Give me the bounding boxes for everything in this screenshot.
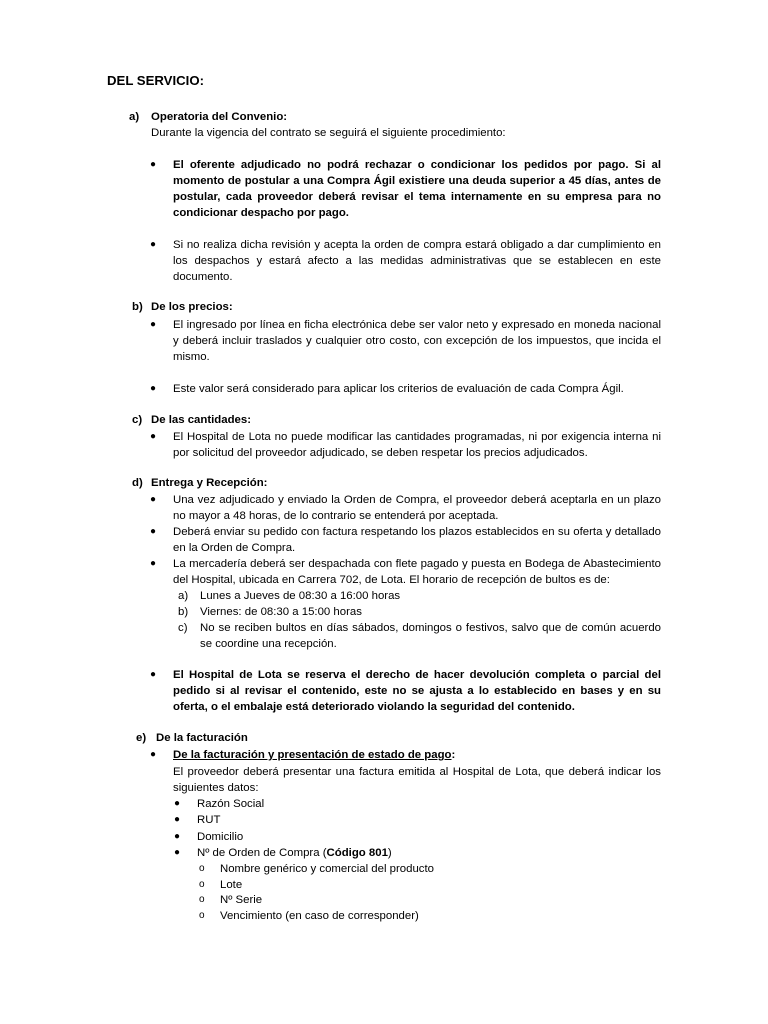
bullet-icon: ● <box>150 159 157 170</box>
section-b-heading: De los precios: <box>151 301 233 313</box>
bullet-icon: ● <box>174 798 181 809</box>
schedule-marker-c: c) <box>178 622 188 634</box>
section-d-bullet-3: La mercadería deberá ser despachada con flete pagado y puesta en Bodega de Abastecimiento del Hospital, ubicada en Carrera 702, de Lota. El horario de recepción de bultos es de: <box>173 558 661 586</box>
product-subitem-4: Vencimiento (en caso de corresponder) <box>220 910 419 922</box>
bullet-icon: ● <box>174 847 181 858</box>
invoice-item-rut: RUT <box>197 814 221 826</box>
bullet-icon: ● <box>150 431 157 442</box>
product-subitem-1: Nombre genérico y comercial del producto <box>220 863 434 875</box>
section-e-subheading-text: De la facturación y presentación de estado de pago <box>173 749 452 761</box>
circle-bullet-icon: o <box>199 879 205 890</box>
order-item-code: Código 801 <box>326 847 388 859</box>
section-b-marker: b) <box>132 301 143 313</box>
bullet-icon: ● <box>150 558 157 569</box>
section-a-intro: Durante la vigencia del contrato se seguirá el siguiente procedimiento: <box>151 127 506 139</box>
schedule-marker-a: a) <box>178 590 189 602</box>
bullet-icon: ● <box>150 494 157 505</box>
section-d-bullet-1: Una vez adjudicado y enviado la Orden de Compra, el proveedor deberá aceptarla en un plazo no mayor a 48 horas, de lo contrario se entenderá por aceptada. <box>173 494 661 522</box>
order-item-prefix: Nº de Orden de Compra ( <box>197 847 327 859</box>
section-c-marker: c) <box>132 414 143 426</box>
bullet-icon: ● <box>150 526 157 537</box>
schedule-marker-b: b) <box>178 606 189 618</box>
section-a-bullet-1: El oferente adjudicado no podrá rechazar o condicionar los pedidos por pago. Si al momento de postular a una Compra Ágil existiere una deuda superior a 45 días, antes de postular, cada proveedor deberá revisar el tema internamente en su empresa para no condicionar despacho por pago. <box>173 159 661 219</box>
section-e-marker: e) <box>136 732 147 744</box>
section-d-bullet-4: El Hospital de Lota se reserva el derecho de hacer devolución completa o parcial del pedido si al revisar el contenido, este no se ajusta a lo establecido en bases y en su oferta, o el embalaje está deteriorado violando la seguridad del contenido. <box>173 669 661 713</box>
invoice-item-domicilio: Domicilio <box>197 831 244 843</box>
section-b-bullet-1: El ingresado por línea en ficha electrónica debe ser valor neto y expresado en moneda nacional y deberá incluir traslados y cualquier otro costo, con excepción de los impuestos, que incida el mismo. <box>173 319 661 363</box>
section-e-subheading-colon: : <box>451 749 456 761</box>
section-a-heading: Operatoria del Convenio: <box>151 111 288 123</box>
product-subitem-2: Lote <box>220 879 243 891</box>
section-d-bullet-2: Deberá enviar su pedido con factura respetando los plazos establecidos en su oferta y detallado en la Orden de Compra. <box>173 526 661 554</box>
product-subitem-3: Nº Serie <box>220 894 263 906</box>
bullet-icon: ● <box>174 831 181 842</box>
schedule-item-c: No se reciben bultos en días sábados, domingos o festivos, salvo que de común acuerdo se coordine una recepción. <box>200 622 661 650</box>
section-d-heading: Entrega y Recepción: <box>151 477 268 489</box>
circle-bullet-icon: o <box>199 910 205 921</box>
order-item-suffix: ) <box>387 847 392 859</box>
invoice-item-order-number <box>197 845 392 861</box>
bullet-icon: ● <box>150 239 157 250</box>
circle-bullet-icon: o <box>199 863 205 874</box>
section-e-subheading <box>173 747 455 763</box>
section-title: DEL SERVICIO: <box>107 73 204 88</box>
section-a-bullet-2: Si no realiza dicha revisión y acepta la orden de compra estará obligado a dar cumplimiento en los despachos y estará afecto a las medidas administrativas que se establecen en este documento. <box>173 239 661 283</box>
section-d-marker: d) <box>132 477 143 489</box>
bullet-icon: ● <box>150 383 157 394</box>
schedule-item-b: Viernes: de 08:30 a 15:00 horas <box>200 606 362 618</box>
bullet-icon: ● <box>150 749 157 760</box>
invoice-item-razon-social: Razón Social <box>197 798 265 810</box>
bullet-icon: ● <box>174 814 181 825</box>
section-e-intro: El proveedor deberá presentar una factura emitida al Hospital de Lota, que deberá indicar los siguientes datos: <box>173 766 661 794</box>
bullet-icon: ● <box>150 669 157 680</box>
section-b-bullet-2: Este valor será considerado para aplicar los criterios de evaluación de cada Compra Ágil. <box>173 383 624 395</box>
section-e-heading: De la facturación <box>156 732 248 744</box>
section-a-marker: a) <box>129 111 140 123</box>
schedule-item-a: Lunes a Jueves de 08:30 a 16:00 horas <box>200 590 401 602</box>
circle-bullet-icon: o <box>199 894 205 905</box>
bullet-icon: ● <box>150 319 157 330</box>
section-c-heading: De las cantidades: <box>151 414 252 426</box>
section-c-bullet-1: El Hospital de Lota no puede modificar las cantidades programadas, ni por exigencia interna ni por solicitud del proveedor adjudicado, se deben respetar los precios adjudicados. <box>173 431 661 459</box>
